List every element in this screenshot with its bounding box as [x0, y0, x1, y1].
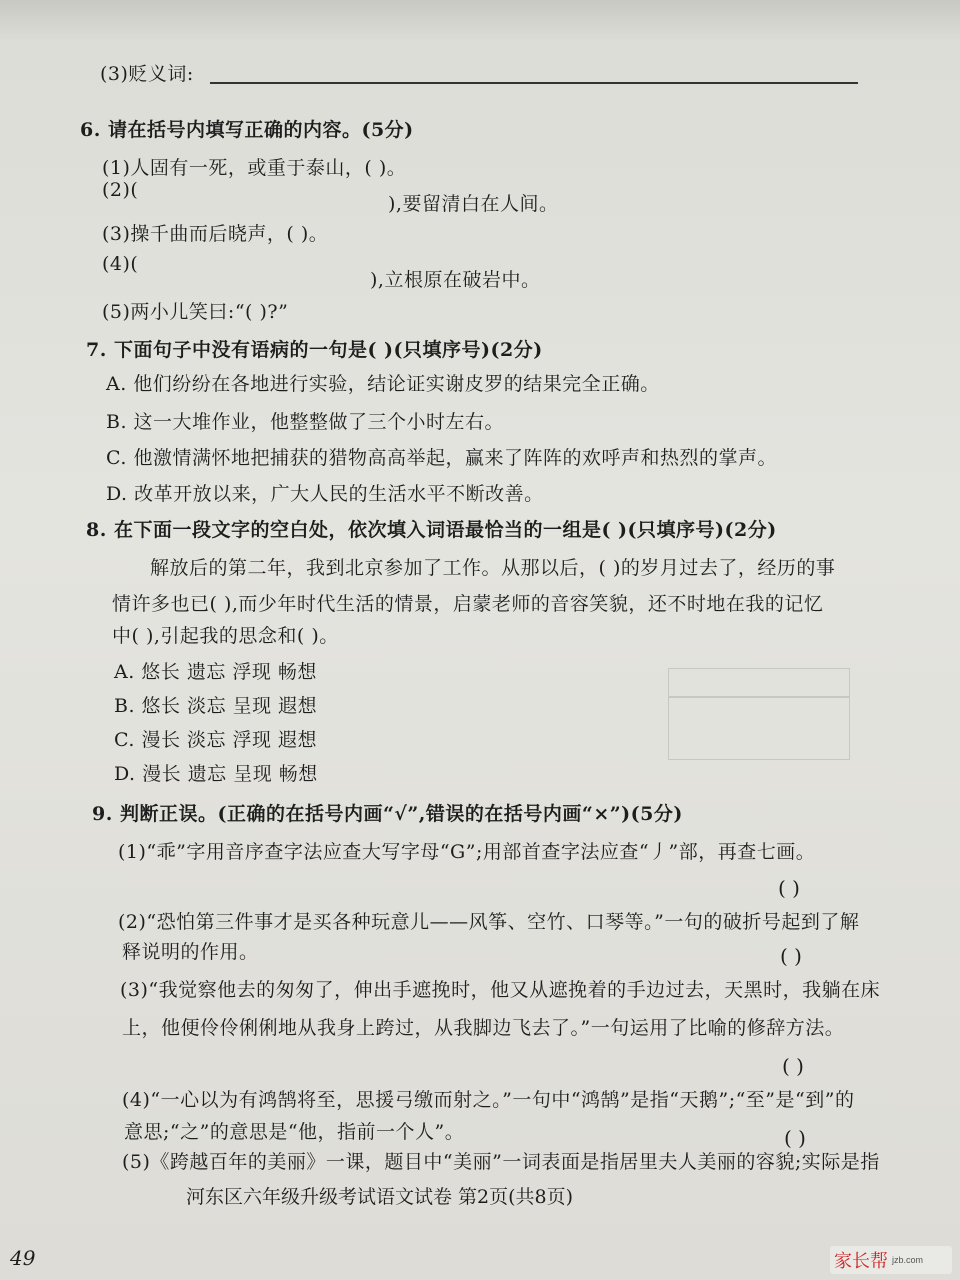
q9-item-3-answer-paren: ( ) [782, 1054, 804, 1078]
q9-item-2a: (2)“恐怕第三件事才是买各种玩意儿——风筝、空竹、口琴等。”一句的破折号起到了解 [118, 911, 860, 933]
q9-item-1-answer-paren: ( ) [778, 876, 800, 900]
q8-option-b: B. 悠长 淡忘 呈现 遐想 [114, 695, 318, 717]
q6-item-2b: ),要留清白在人间。 [388, 193, 559, 215]
q5-3-derogatory-words: (3)贬义词: [100, 63, 194, 85]
q9-item-4a: (4)“一心以为有鸿鹄将至，思援弓缴而射之。”一句中“鸿鹄”是指“天鹅”;“至”是“到”的 [122, 1089, 855, 1111]
q9-item-4-answer-paren: ( ) [784, 1126, 806, 1150]
q9-item-4b: 意思;“之”的意思是“他，指前一个人”。 [124, 1121, 465, 1143]
bleed-score-box-divider [668, 696, 850, 698]
q9-item-5: (5)《跨越百年的美丽》一课，题目中“美丽”一词表面是指居里夫人美丽的容貌;实际是指 [122, 1151, 880, 1173]
q7-heading: 7. 下面句子中没有语病的一句是( )(只填序号)(2分) [86, 339, 543, 361]
page-shadow [0, 0, 960, 40]
q6-item-3: (3)操千曲而后晓声，( )。 [102, 223, 329, 245]
q9-item-3a: (3)“我觉察他去的匆匆了，伸出手遮挽时，他又从遮挽着的手边过去，天黑时，我躺在床 [120, 979, 881, 1001]
q7-option-d: D. 改革开放以来，广大人民的生活水平不断改善。 [106, 483, 544, 505]
q9-item-2b: 释说明的作用。 [122, 941, 259, 963]
q9-item-3b: 上，他便伶伶俐俐地从我身上跨过，从我脚边飞去了。”一句运用了比喻的修辞方法。 [122, 1017, 845, 1039]
q6-item-4b: ),立根原在破岩中。 [370, 269, 541, 291]
bleed-score-box [668, 668, 850, 760]
q6-item-1: (1)人固有一死，或重于泰山，( )。 [102, 157, 407, 179]
q8-option-a: A. 悠长 遗忘 浮现 畅想 [114, 661, 317, 683]
q8-passage-1: 解放后的第二年，我到北京参加了工作。从那以后，( )的岁月过去了，经历的事 [150, 557, 836, 579]
watermark-logo: 家长帮 [834, 1251, 888, 1271]
q6-heading: 6. 请在括号内填写正确的内容。(5分) [80, 119, 414, 141]
q8-option-d: D. 漫长 遗忘 呈现 畅想 [114, 763, 318, 785]
q9-heading: 9. 判断正误。(正确的在括号内画“√”,错误的在括号内画“×”)(5分) [92, 803, 683, 825]
site-watermark [830, 1246, 952, 1274]
page-number: 49 [10, 1246, 36, 1270]
q6-item-4a: (4)( [102, 253, 139, 275]
q8-option-c: C. 漫长 淡忘 浮现 遐想 [114, 729, 318, 751]
answer-underline [210, 82, 858, 84]
q7-option-b: B. 这一大堆作业，他整整做了三个小时左右。 [106, 411, 505, 433]
q8-heading: 8. 在下面一段文字的空白处，依次填入词语最恰当的一组是( )(只填序号)(2分) [86, 519, 777, 541]
page-footer: 河东区六年级升级考试语文试卷 第2页(共8页) [186, 1186, 574, 1208]
q8-passage-2: 情许多也已( ),而少年时代生活的情景，启蒙老师的音容笑貌，还不时地在我的记忆 [112, 593, 824, 615]
q8-passage-3: 中( ),引起我的思念和( )。 [112, 625, 339, 647]
q6-item-5: (5)两小儿笑曰:“( )?” [102, 301, 289, 323]
q7-option-c: C. 他激情满怀地把捕获的猎物高高举起，赢来了阵阵的欢呼声和热烈的掌声。 [106, 447, 777, 469]
q6-item-2a: (2)( [102, 179, 139, 201]
q9-item-2-answer-paren: ( ) [780, 944, 802, 968]
watermark-site: jzb.com [892, 1255, 924, 1265]
q9-item-1: (1)“乖”字用音序查字法应查大写字母“G”;用部首查字法应查“丿”部，再查七画。 [118, 841, 816, 863]
q7-option-a: A. 他们纷纷在各地进行实验，结论证实谢皮罗的结果完全正确。 [106, 373, 660, 395]
